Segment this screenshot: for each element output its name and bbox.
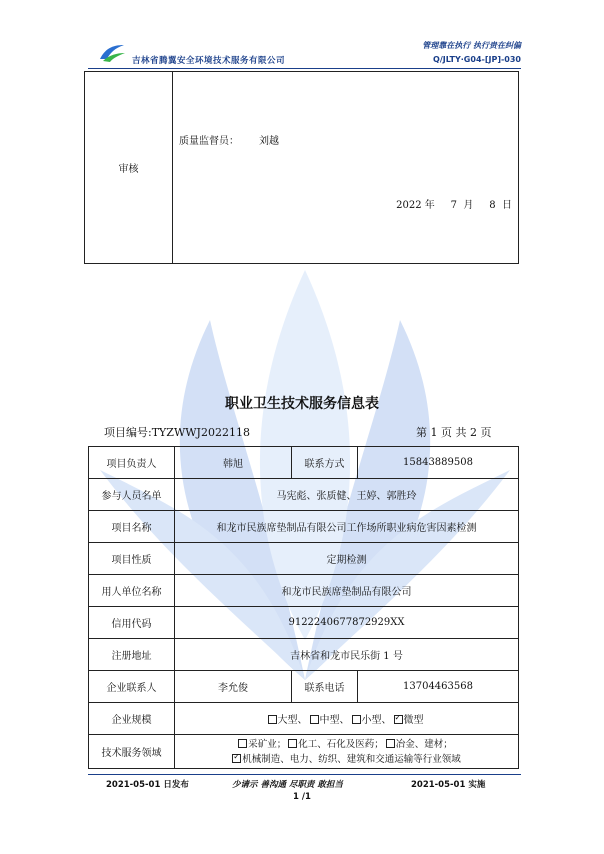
review-date: 2022 年 7 月 8 日 <box>396 200 512 211</box>
credit-label: 信用代码 <box>89 607 175 639</box>
contact-value: 15843889508 <box>358 447 519 479</box>
nature-label: 项目性质 <box>89 543 175 575</box>
table-row <box>89 479 519 511</box>
domain-mining-label: 采矿业； <box>248 738 287 750</box>
header-slogan: 管理靠在执行 执行贵在纠偏 <box>422 41 521 50</box>
scale-medium-checkbox[interactable] <box>310 715 319 724</box>
employer-value: 和龙市民族席垫制品有限公司 <box>175 575 519 607</box>
footer-motto: 少请示 善沟通 尽职责 敢担当 <box>232 780 343 790</box>
domain-chemical-label: 化工、石化及医药； <box>298 738 384 750</box>
info-table <box>88 446 519 769</box>
company-contact-value: 李允俊 <box>175 671 292 703</box>
table-row <box>89 575 519 607</box>
scale-micro-checkbox[interactable] <box>394 715 403 724</box>
review-table <box>84 71 519 264</box>
table-row <box>89 703 519 735</box>
scale-medium-label: 中型、 <box>319 715 350 726</box>
implement-date: 2021-05-01 实施 <box>411 780 486 790</box>
domain-machinery-checkbox[interactable] <box>232 754 241 763</box>
project-name-value: 和龙市民族席垫制品有限公司工作场所职业病危害因素检测 <box>175 511 519 543</box>
scale-label: 企业规模 <box>89 703 175 735</box>
credit-value: 9122240677872929XX <box>175 607 519 639</box>
table-row <box>89 543 519 575</box>
leader-value: 韩旭 <box>175 447 292 479</box>
scale-large-label: 大型、 <box>277 715 308 726</box>
supervisor-name: 刘越 <box>259 136 279 147</box>
leader-label: 项目负责人 <box>89 447 175 479</box>
scale-options <box>175 703 519 735</box>
participants-value: 马宪彪、张质健、王婷、郭胜玲 <box>175 479 519 511</box>
supervisor-label: 质量监督员： <box>179 136 239 147</box>
footer-page-number: 1 /1 <box>293 792 311 802</box>
table-row <box>89 735 519 769</box>
header-divider <box>88 68 521 69</box>
table-row <box>89 447 519 479</box>
publish-date: 2021-05-01 日发布 <box>106 780 189 790</box>
review-label: 审核 <box>85 72 173 264</box>
review-content <box>173 72 519 264</box>
participants-label: 参与人员名单 <box>89 479 175 511</box>
table-row <box>89 607 519 639</box>
project-number: 项目编号:TYZWWJ2022118 <box>104 426 250 439</box>
address-label: 注册地址 <box>89 639 175 671</box>
contact-label: 联系方式 <box>292 447 358 479</box>
nature-value: 定期检测 <box>175 543 519 575</box>
company-name: 吉林省腾翼安全环境技术服务有限公司 <box>132 56 286 66</box>
domain-label: 技术服务领域 <box>89 735 175 769</box>
table-row <box>89 671 519 703</box>
project-name-label: 项目名称 <box>89 511 175 543</box>
domain-metallurgy-label: 冶金、建材； <box>395 738 453 750</box>
domain-chemical-checkbox[interactable] <box>288 739 297 748</box>
table-row <box>89 639 519 671</box>
company-logo <box>97 41 127 63</box>
form-title: 职业卫生技术服务信息表 <box>225 396 379 412</box>
scale-large-checkbox[interactable] <box>268 715 277 724</box>
table-row <box>89 511 519 543</box>
company-contact-label: 企业联系人 <box>89 671 175 703</box>
company-phone-label: 联系电话 <box>292 671 358 703</box>
scale-micro-label: 微型 <box>403 715 424 726</box>
company-phone-value: 13704463568 <box>358 671 519 703</box>
footer-divider <box>88 774 521 775</box>
domain-metallurgy-checkbox[interactable] <box>386 739 395 748</box>
domain-options <box>175 735 519 769</box>
employer-label: 用人单位名称 <box>89 575 175 607</box>
domain-machinery-label: 机械制造、电力、纺织、建筑和交通运输等行业领域 <box>242 753 461 765</box>
document-code: Q/JLTY·G04-[JP]-030 <box>433 55 521 64</box>
address-value: 吉林省和龙市民乐街 1 号 <box>175 639 519 671</box>
page-info: 第 1 页 共 2 页 <box>416 426 492 439</box>
domain-mining-checkbox[interactable] <box>238 739 247 748</box>
scale-small-checkbox[interactable] <box>352 715 361 724</box>
scale-small-label: 小型、 <box>361 715 392 726</box>
